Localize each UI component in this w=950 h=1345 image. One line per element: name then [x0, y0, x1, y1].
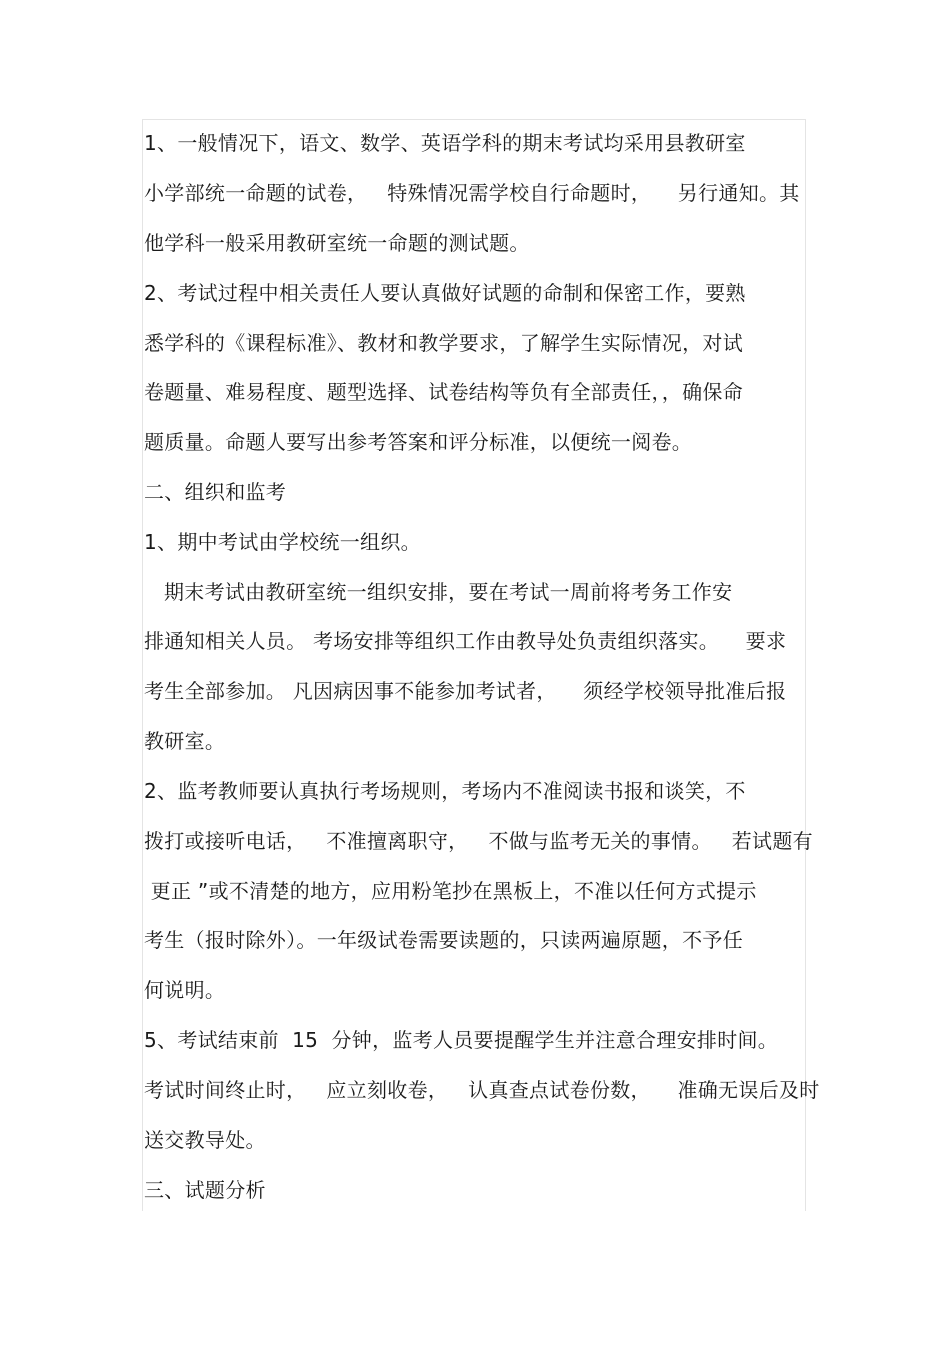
text-line: 考试时间终止时， 应立刻收卷， 认真查点试卷份数， 准确无误后及时 [144, 1078, 820, 1102]
text-line: 拨打或接听电话， 不准擅离职守， 不做与监考无关的事情。 若试题有 [144, 829, 813, 853]
text-line: 2、考试过程中相关责任人要认真做好试题的命制和保密工作，要熟 [144, 281, 746, 305]
text-line: 排通知相关人员。 考场安排等组织工作由教导处负责组织落实。 要求 [144, 629, 787, 653]
text-line: 悉学科的《课程标准》、教材和教学要求，了解学生实际情况，对试 [144, 331, 743, 355]
section-heading: 三、试题分析 [144, 1178, 266, 1202]
text-line: 何说明。 [144, 978, 226, 1002]
text-line: 教研室。 [144, 729, 226, 753]
text-line: 1、期中考试由学校统一组织。 [144, 530, 421, 554]
text-line: 考生（报时除外）。一年级试卷需要读题的，只读两遍原题，不予任 [144, 928, 743, 952]
text-line: 题质量。命题人要写出参考答案和评分标准，以便统一阅卷。 [144, 430, 693, 454]
text-line: 期末考试由教研室统一组织安排，要在考试一周前将考务工作安 [144, 580, 733, 604]
text-line: 考生全部参加。 凡因病因事不能参加考试者， 须经学校领导批准后报 [144, 679, 787, 703]
text-line: 1、一般情况下，语文、数学、英语学科的期末考试均采用县教研室 [144, 131, 746, 155]
section-heading: 二、组织和监考 [144, 480, 287, 504]
text-line: 送交教导处。 [144, 1128, 266, 1152]
text-line: 2、监考教师要认真执行考场规则，考场内不准阅读书报和谈笑，不 [144, 779, 746, 803]
text-line: 更正 ”或不清楚的地方，应用粉笔抄在黑板上，不准以任何方式提示 [144, 879, 757, 903]
text-line: 卷题量、难易程度、题型选择、试卷结构等负有全部责任，，确保命 [144, 380, 743, 404]
text-line: 他学科一般采用教研室统一命题的测试题。 [144, 231, 530, 255]
text-line: 5、考试结束前 15 分钟，监考人员要提醒学生并注意合理安排时间。 [144, 1028, 779, 1052]
text-line: 小学部统一命题的试卷， 特殊情况需学校自行命题时， 另行通知。其 [144, 181, 800, 205]
